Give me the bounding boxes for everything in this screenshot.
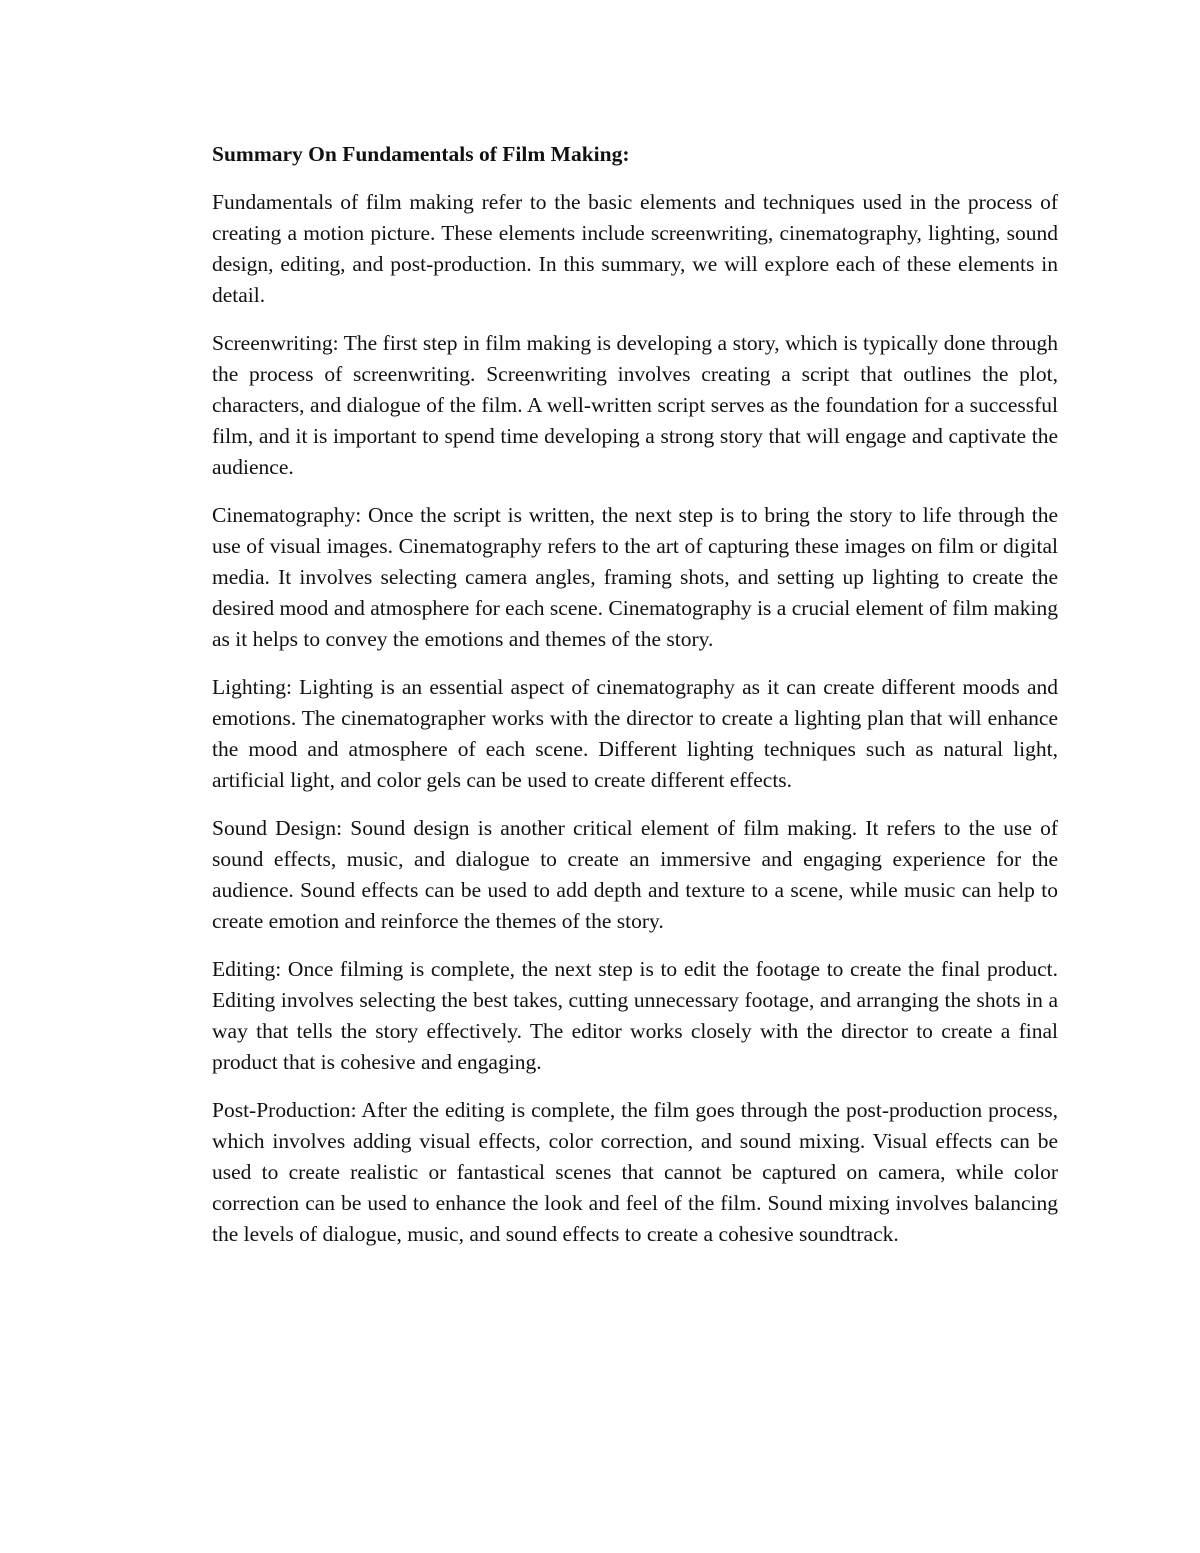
paragraph-sound-design: Sound Design: Sound design is another critical element of film making. It refers to the use of sound effects, music, and dialogue to create an immersive and engaging experience for the audience. Sound effects can be used to add depth and texture to a scene, while music can help to create emotion and reinforce the themes of the story.: [212, 816, 1058, 933]
paragraph-lighting: Lighting: Lighting is an essential aspect of cinematography as it can create different moods and emotions. The cinematographer works with the director to create a lighting plan that will enhance the mood and atmosphere of each scene. Different lighting techniques such as natural light, artificial light, and color gels can be used to create different effects.: [212, 675, 1058, 792]
document-body: [212, 139, 1058, 1267]
paragraph-editing: Editing: Once filming is complete, the next step is to edit the footage to create the final product. Editing involves selecting the best takes, cutting unnecessary footage, and arranging the shots in a way that tells the story effectively. The editor works closely with the director to create a final product that is cohesive and engaging.: [212, 957, 1058, 1074]
paragraph-cinematography: Cinematography: Once the script is written, the next step is to bring the story to life through the use of visual images. Cinematography refers to the art of capturing these images on film or digital media. It involves selecting camera angles, framing shots, and setting up lighting to create the desired mood and atmosphere for each scene. Cinematography is a crucial element of film making as it helps to convey the emotions and themes of the story.: [212, 503, 1058, 651]
paragraph-screenwriting: Screenwriting: The first step in film making is developing a story, which is typically done through the process of screenwriting. Screenwriting involves creating a script that outlines the plot, characters, and dialogue of the film. A well-written script serves as the foundation for a successful film, and it is important to spend time developing a strong story that will engage and captivate the audience.: [212, 331, 1058, 479]
document-title: Summary On Fundamentals of Film Making:: [212, 142, 630, 166]
paragraph-introduction: Fundamentals of film making refer to the basic elements and techniques used in the process of creating a motion picture. These elements include screenwriting, cinematography, lighting, sound design, editing, and post-production. In this summary, we will explore each of these elements in detail.: [212, 190, 1058, 307]
paragraph-post-production: Post-Production: After the editing is complete, the film goes through the post-production process, which involves adding visual effects, color correction, and sound mixing. Visual effects can be used to create realistic or fantastical scenes that cannot be captured on camera, while color correction can be used to enhance the look and feel of the film. Sound mixing involves balancing the levels of dialogue, music, and sound effects to create a cohesive soundtrack.: [212, 1098, 1058, 1246]
